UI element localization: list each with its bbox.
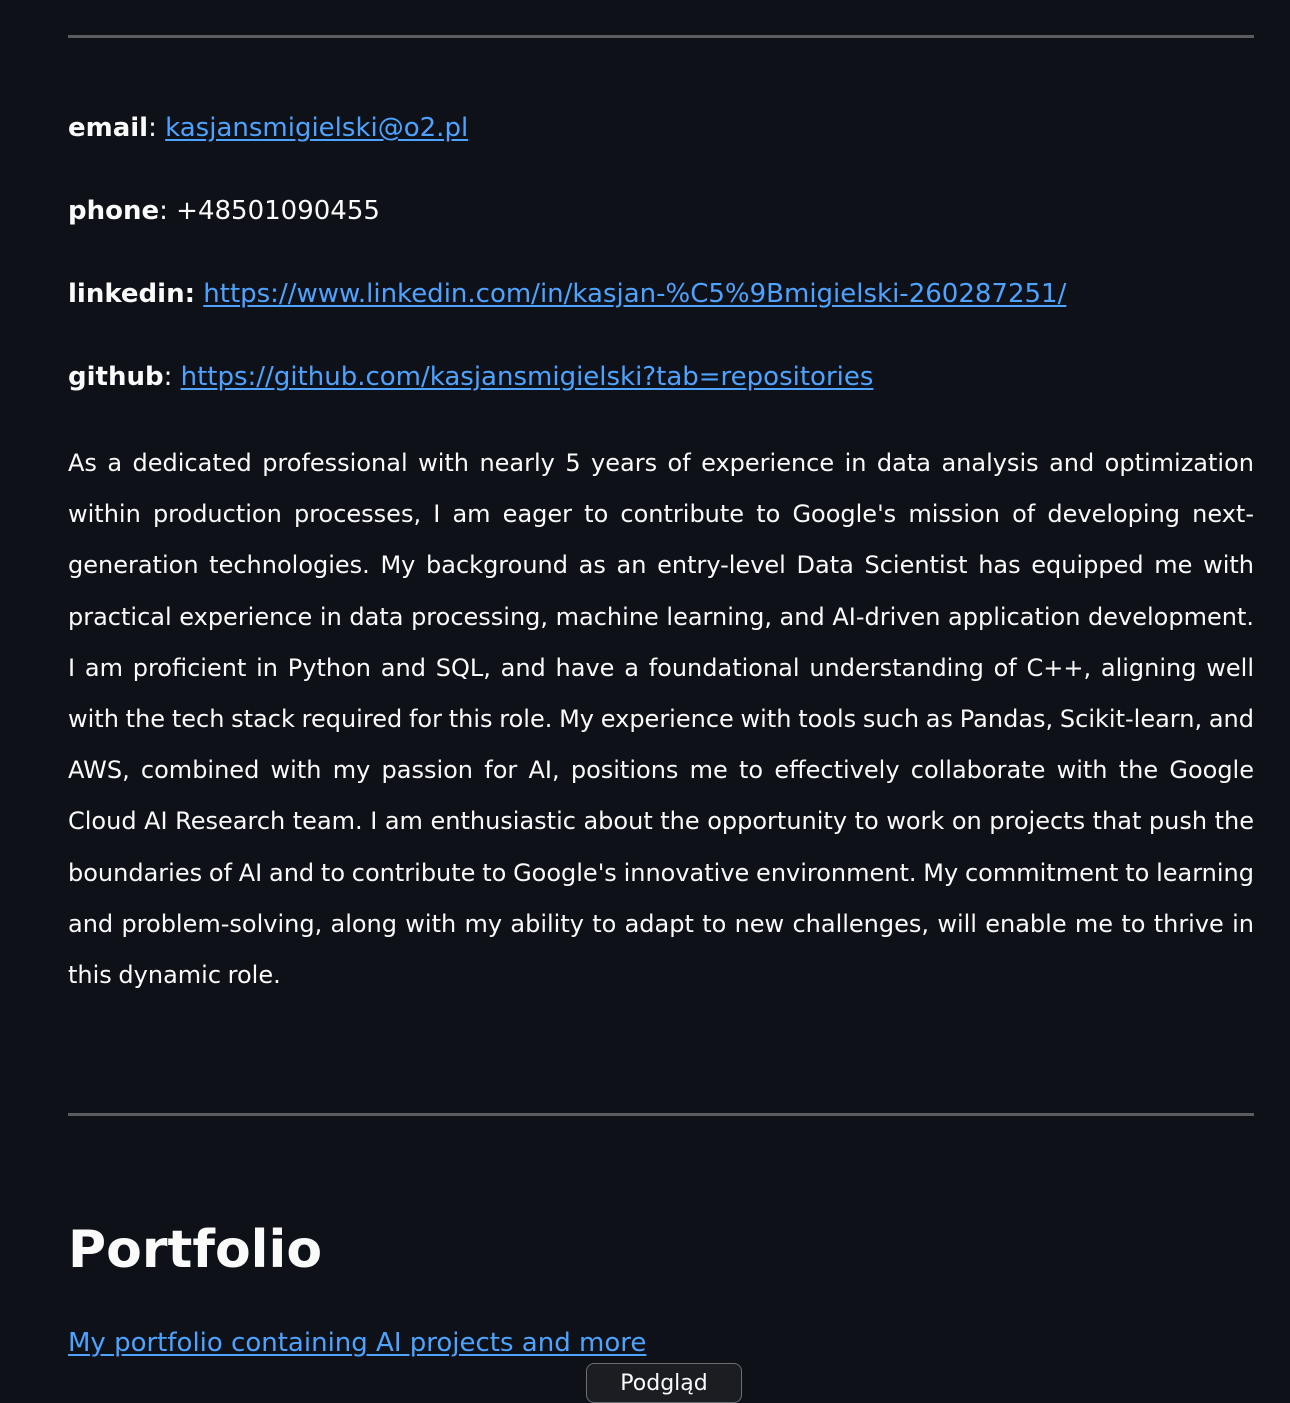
preview-tooltip: Podgląd	[586, 1363, 742, 1403]
phone-value: +48501090455	[176, 196, 380, 226]
portfolio-link-row	[68, 1325, 646, 1361]
contact-linkedin-row	[68, 276, 1066, 312]
contact-phone-row	[68, 193, 380, 229]
portfolio-heading: Portfolio	[68, 1220, 323, 1280]
phone-separator: :	[159, 196, 168, 226]
linkedin-link[interactable]: https://www.linkedin.com/in/kasjan-%C5%9Bmigielski-260287251/	[203, 279, 1067, 309]
profile-summary: As a dedicated professional with nearly 5 years of experience in data analysis and optimization within production processes, I am eager to contribute to Google's mission of developing next-generation technologies. My background as an entry-level Data Scientist has equipped me with practical experience in data processing, machine learning, and AI-driven application development. I am proficient in Python and SQL, and have a foundational understanding of C++, aligning well with the tech stack required for this role. My experience with tools such as Pandas, Scikit-learn, and AWS, combined with my passion for AI, positions me to effectively collaborate with the Google Cloud AI Research team. I am enthusiastic about the opportunity to work on projects that push the boundaries of AI and to contribute to Google's innovative environment. My commitment to learning and problem-solving, along with my ability to adapt to new challenges, will enable me to thrive in this dynamic role.	[68, 449, 1254, 990]
github-separator: :	[163, 362, 173, 392]
contact-github-row	[68, 359, 873, 395]
github-link[interactable]: https://github.com/kasjansmigielski?tab=repositories	[180, 362, 874, 392]
bottom-divider	[68, 1113, 1254, 1116]
portfolio-link[interactable]: My portfolio containing AI projects and more	[68, 1328, 647, 1358]
linkedin-label: linkedin:	[68, 279, 195, 309]
contact-email-row	[68, 110, 468, 146]
github-label: github	[68, 362, 164, 392]
email-separator: :	[148, 113, 157, 143]
email-link[interactable]: kasjansmigielski@o2.pl	[165, 113, 469, 143]
phone-label: phone	[68, 196, 160, 226]
email-label: email	[68, 113, 149, 143]
top-divider	[68, 35, 1254, 38]
